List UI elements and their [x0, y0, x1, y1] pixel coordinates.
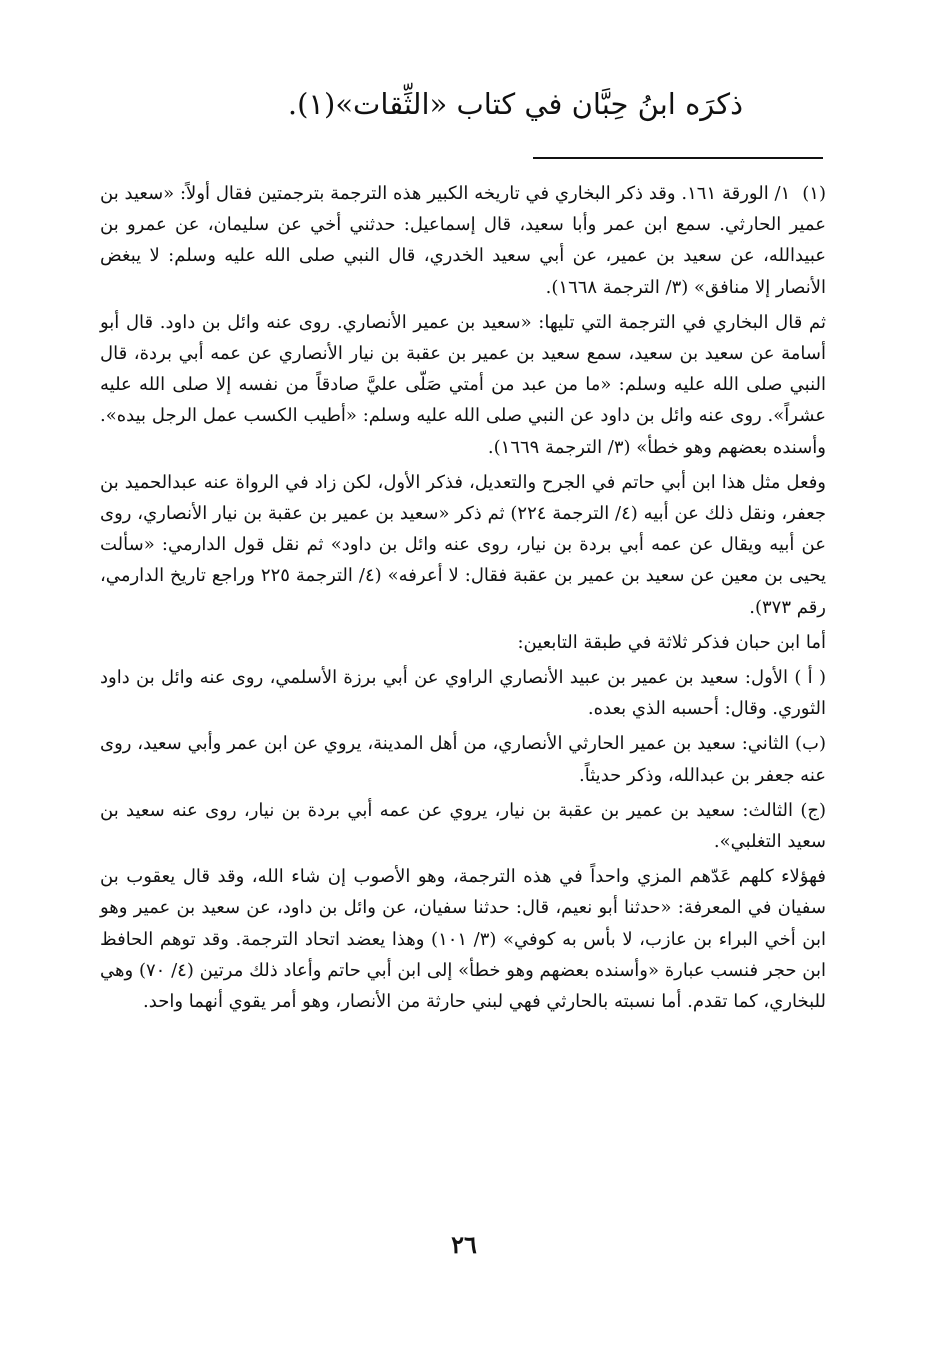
- footnote-item-c: (ج) الثالث: سعيد بن عمير بن عقبة بن نيار، يروي عن عمه أبي بردة بن نيار، روى عنه سعيد بن سعيد التغلبي».: [100, 799, 826, 853]
- footnote-item-b: (ب) الثاني: سعيد بن عمير الحارثي الأنصاري، من أهل المدينة، يروي عن ابن عمر وأبي سعيد، روى عنه جعفر بن عبدالله، وذكر حديثاً.: [100, 733, 826, 786]
- footnote-paragraph-1-text: ١/ الورقة ١٦١. وقد ذكر البخاري في تاريخه الكبير هذه الترجمة بترجمتين فقال أولاً: «سعيد بن عمير الحارثي. سمع ابن عمر وأبا سعيد، قال إسماعيل: حدثني أخي عن سليمان، عن عمرو بن عبيدالله، عن سعيد بن عمير، عن أبي سعيد الخدري، قال النبي صلى الله عليه وسلم: لا يبغض الأنصار إلا منافق» (٣/ الترجمة ١٦٦٨).: [100, 183, 826, 298]
- footnote-paragraph-2: ثم قال البخاري في الترجمة التي تليها: «سعيد بن عمير الأنصاري. روى عنه وائل بن داود. قال أبو أسامة عن سعيد بن سعيد، سمع سعيد بن عمير بن عقبة بن نيار الأنصاري عن عمه أبي بردة، قال النبي صلى الله عليه وسلم: «ما من عبد من أمتي صَلّى عليَّ صادقاً من نفسه إلا صلى الله عليه عشراً». روى عنه وائل بن داود عن النبي صلى الله عليه وسلم: «أطيب الكسب عمل الرجل بيده». وأسنده بعضهم وهو خطأ» (٣/ الترجمة ١٦٦٩).: [100, 311, 826, 458]
- footnote-paragraph-1: [100, 178, 826, 303]
- footnotes-block: [100, 178, 826, 1021]
- page-number: ٢٦: [451, 1230, 477, 1259]
- main-text-line: ذكرَه ابنُ حِبَّان في كتاب «الثِّقات»(١).: [287, 87, 743, 121]
- footnote-separator: [533, 157, 823, 159]
- footnote-item-a: ( أ ) الأول: سعيد بن عمير بن عبيد الأنصاري الراوي عن أبي برزة الأسلمي، روى عنه وائل بن داود الثوري. وقال: أحسبه الذي بعده.: [100, 667, 826, 720]
- footnote-paragraph-final: فهؤلاء كلهم عَدّهم المزي واحداً في هذه الترجمة، وهو الأصوب إن شاء الله، وقد قال يعقوب بن سفيان في المعرفة: «حدثنا أبو نعيم، قال: حدثنا سفيان، عن وائل بن داود، عن سعيد بن عمير وهو ابن أخي البراء بن عازب، لا بأس به كوفي» (٣/ ١٠١) وهذا يعضد اتحاد الترجمة. وقد توهم الحافظ ابن حجر فنسب عبارة «وأسنده بعضهم وهو خطأ» إلى ابن أبي حاتم وأعاد ذلك مرتين (٤/ ٧٠) وهي للبخاري، كما تقدم. أما نسبته بالحارثي فهي لبني حارثة من الأنصار، وهو أمر يقوي أنهما واحد.: [100, 866, 826, 1013]
- footnote-paragraph-4: أما ابن حبان فذكر ثلاثة في طبقة التابعين:: [517, 631, 826, 653]
- footnote-marker: (١): [802, 183, 826, 204]
- footnote-paragraph-3: وفعل مثل هذا ابن أبي حاتم في الجرح والتعديل، فذكر الأول، لكن زاد في الرواة عنه عبدالحميد بن جعفر، ونقل ذلك عن أبيه (٤/ الترجمة ٢٢٤) ثم ذكر «سعيد بن عمير بن عقبة بن نيار الأنصاري، روى عن أبيه ويقال عن عمه أبي بردة بن نيار، روى عنه وائل بن داود» ثم نقل قول الدارمي: «سألت يحيى بن معين عن سعيد بن عمير بن عقبة فقال: لا أعرفه» (٤/ الترجمة ٢٢٥ وراجع تاريخ الدارمي، رقم ٣٧٣).: [100, 471, 827, 618]
